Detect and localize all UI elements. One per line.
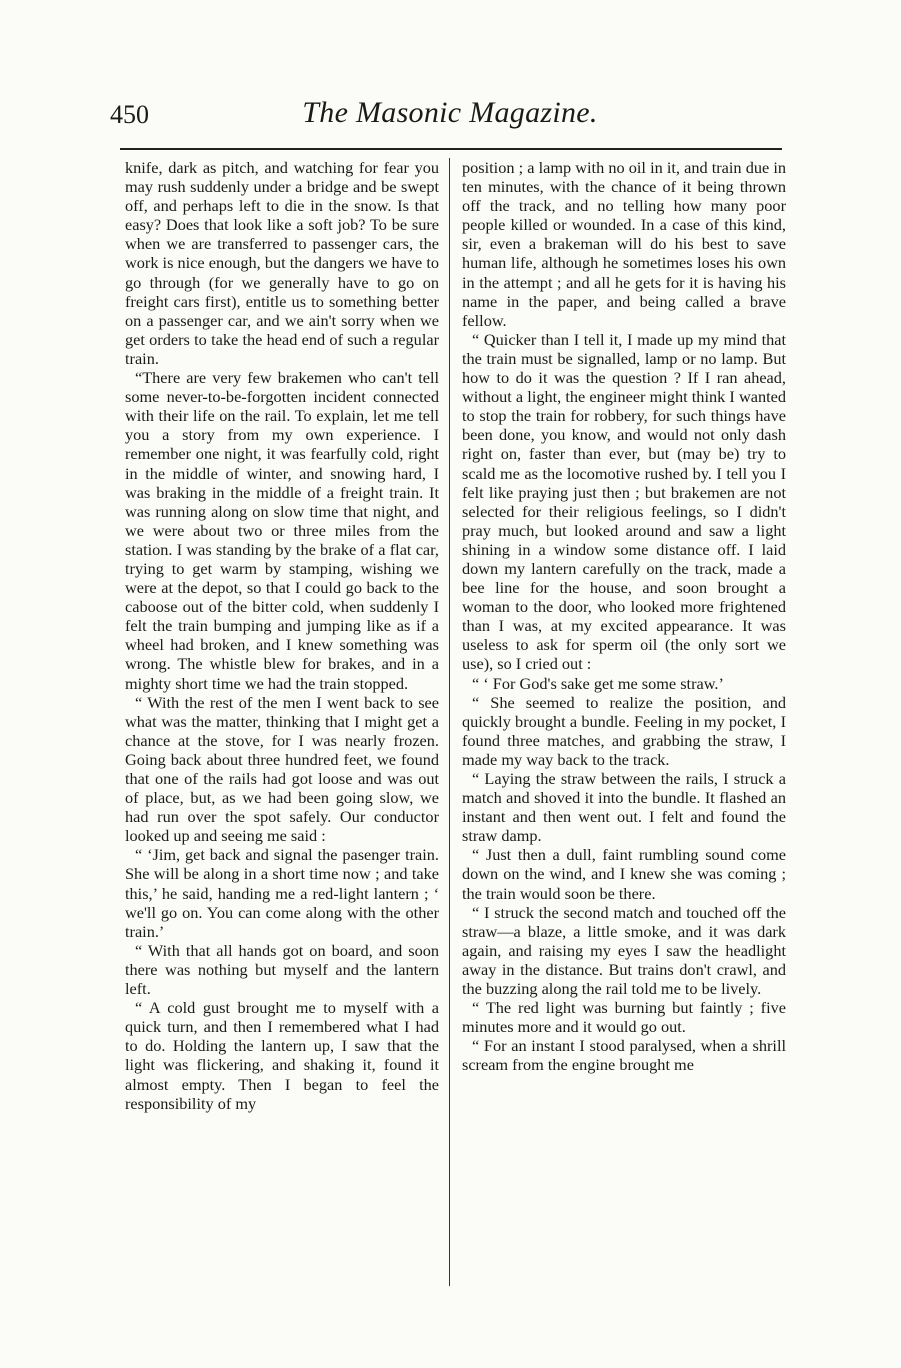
paragraph: “There are very few brakemen who can't tell some never-to-be-forgotten incident connected with their life on the rail. To explain, let me tell you a story from my own experience. I remember one night, it was fearfully cold, right in the middle of winter, and snowing hard, I was braking in the middle of a freight train. It was running along on slow time that night, and we were about two or three miles from the station. I was standing by the brake of a flat car, trying to get warm by stamping, wishing we were at the depot, so that I could go back to the caboose out of the bitter cold, when suddenly I felt the train bumping and jumping like as if a wheel had broken, and I knew something was wrong. The whistle blew for brakes, and in a mighty short time we had the train stopped. (125, 368, 439, 693)
paragraph: “ She seemed to realize the position, and quickly brought a bundle. Feeling in my pocket, I found three matches, and grabbing the straw, I made my way back to the track. (462, 692, 786, 769)
paragraph: knife, dark as pitch, and watching for fear you may rush suddenly under a bridge and be swept off, and perhaps left to die in the snow. Is that easy? Does that look like a soft job? To be sure when we are transferred to passenger cars, the work is nice enough, but the dangers we have to go through (for we generally have to go on freight cars first), entitle us to something better on a passenger car, and we ain't sorry when we get orders to take the head end of such a regular train. (125, 158, 439, 368)
paragraph: “ Laying the straw between the rails, I struck a match and shoved it into the bundle. It flashed an instant and then went out. I felt and found the straw damp. (462, 769, 786, 846)
paragraph: “ The red light was burning but faintly ; five minutes more and it would go out. (462, 998, 786, 1037)
right-column (462, 158, 786, 1075)
left-column (125, 158, 439, 1113)
page-header (110, 96, 790, 136)
paragraph: “ With that all hands got on board, and soon there was nothing but myself and the lantern left. (125, 940, 439, 999)
paragraph: “ Just then a dull, faint rumbling sound come down on the wind, and I knew she was coming ; the train would soon be there. (462, 845, 786, 903)
paragraph: “ ‘Jim, get back and signal the pasenger train. She will be along in a short time now ; and take this,’ he said, handing me a red-light lantern ; ‘ we'll go on. You can come along with the other train.’ (125, 845, 439, 941)
paragraph: “ A cold gust brought me to myself with a quick turn, and then I remembered what I had to do. Holding the lantern up, I saw that the light was flickering, and shaking it, found it almost empty. Then I began to feel the responsibility of my (125, 998, 439, 1113)
paragraph: “ I struck the second match and touched off the straw—a blaze, a little smoke, and it was dark again, and raising my eyes I saw the headlight away in the distance. But trains don't crawl, and the buzzing along the rail told me to be lively. (462, 902, 786, 999)
paragraph: “ ‘ For God's sake get me some straw.’ (472, 673, 724, 693)
paragraph: “ For an instant I stood paralysed, when a shrill scream from the engine brought me (462, 1036, 786, 1075)
page-number: 450 (110, 100, 149, 129)
column-divider (449, 158, 450, 1286)
paragraph: “ Quicker than I tell it, I made up my mind that the train must be signalled, lamp or no lamp. But how to do it was the question ? If I ran ahead, without a light, the engineer might think I wanted to stop the train for robbery, for such things have been done, you know, and would not only dash right on, faster than ever, but (may be) try to scald me as the locomotive rushed by. I tell you I felt like praying just then ; but brakemen are not selected for their religious feelings, so I didn't pray much, but looked around and saw a light shining in a window some distance off. I laid down my lantern carefully on the track, made a bee line for the house, and soon brought a woman to the door, who looked more frightened than I was, at my excited appearance. It was useless to ask for sperm oil (the only sort we use), so I cried out : (462, 329, 786, 674)
paragraph: “ With the rest of the men I went back to see what was the matter, thinking that I might get a chance at the stove, for I was nearly frozen. Going back about three hundred feet, we found that one of the rails had got loose and was out of place, but, as we had been going slow, we had run over the spot safely. Our conductor looked up and seeing me said : (125, 692, 439, 846)
paragraph: position ; a lamp with no oil in it, and train due in ten minutes, with the chance of it being thrown off the track, and no telling how many poor people killed or wounded. In a case of this kind, sir, even a brakeman will do his best to save human life, although he sometimes loses his own in the attempt ; and all he gets for it is having his name in the paper, and being called a brave fellow. (462, 158, 786, 330)
running-title: The Masonic Magazine. (302, 96, 598, 129)
header-rule (120, 148, 782, 150)
